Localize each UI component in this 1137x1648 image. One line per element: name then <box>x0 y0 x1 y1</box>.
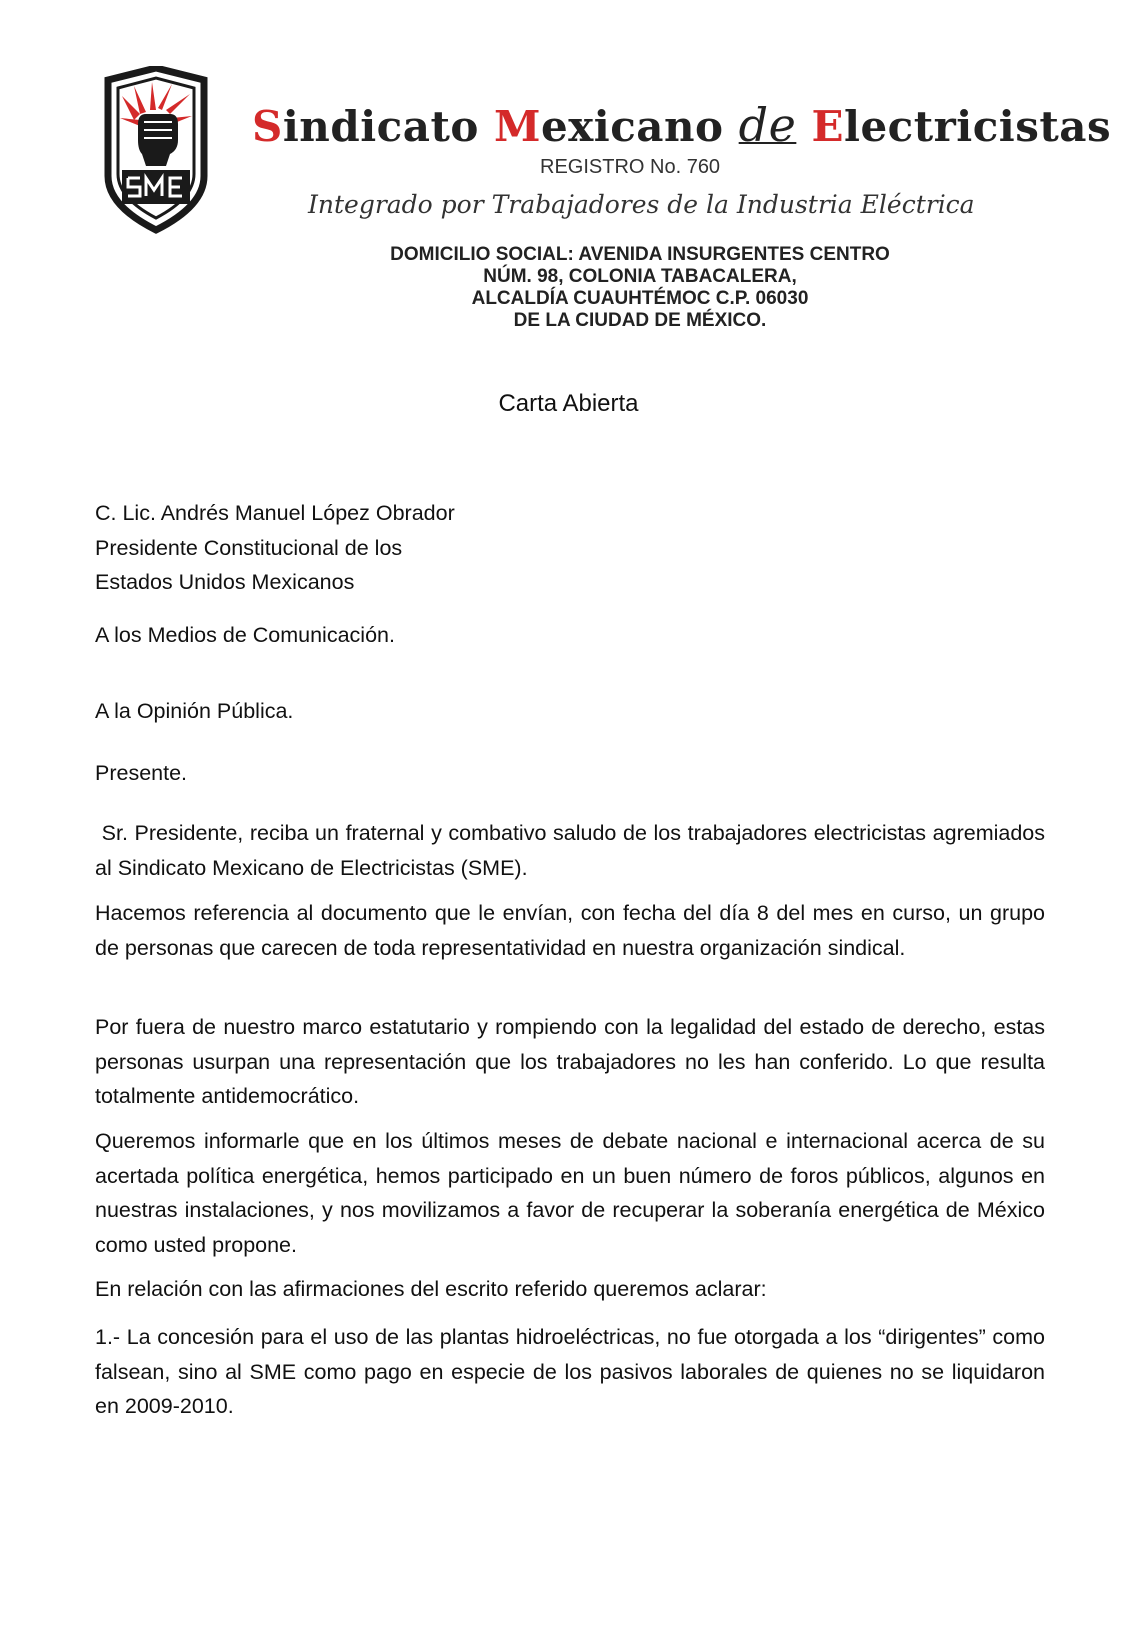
tagline: Integrado por Trabajadores de la Industria Eléctrica <box>308 190 975 219</box>
paragraph-reference: Hacemos referencia al documento que le envían, con fecha del día 8 del mes en curso, un grupo de personas que carecen de toda representatividad en nuestra organización sindical. <box>95 901 1045 960</box>
letter-title: Carta Abierta <box>498 390 639 417</box>
address-line: ALCALDÍA CUAUHTÉMOC C.P. 06030 <box>471 288 809 309</box>
addressee-line: Presidente Constitucional de los <box>95 535 403 560</box>
org-name-initial-m: M <box>493 102 541 151</box>
presente: Presente. <box>95 761 188 785</box>
address-line: DE LA CIUDAD DE MÉXICO. <box>513 310 767 331</box>
to-public: A la Opinión Pública. <box>95 699 294 723</box>
paragraph-energy-policy: Queremos informarle que en los últimos meses de debate nacional e internacional acerca de su acertada política energética, hemos participado en un buen número de foros públicos, algunos en nuestras instalaciones, y nos movilizamos a favor de recuperar la soberanía energética de México como usted propone. <box>95 1129 1045 1257</box>
organization-name <box>252 98 1112 152</box>
org-name-word-3: lectricistas <box>843 102 1112 151</box>
sme-logo-icon <box>100 66 212 234</box>
org-name-word-2: exicano <box>540 102 739 151</box>
org-name-space <box>796 102 811 151</box>
org-name-initial-s: S <box>252 102 283 151</box>
org-name-de: de <box>738 98 797 152</box>
registration-number: REGISTRO No. 760 <box>540 156 721 178</box>
addressee-line: C. Lic. Andrés Manuel López Obrador <box>95 501 455 525</box>
address-line: NÚM. 98, COLONIA TABACALERA, <box>483 266 797 287</box>
paragraph-clarify-intro: En relación con las afirmaciones del escrito referido queremos aclarar: <box>95 1277 767 1301</box>
paragraph-greeting: Sr. Presidente, reciba un fraternal y combativo saludo de los trabajadores electricistas agremiados al Sindicato Mexicano de Electricistas (SME). <box>95 821 1051 880</box>
to-media: A los Medios de Comunicación. <box>95 623 395 647</box>
org-name-word-1: indicato <box>282 102 494 151</box>
addressee-line: Estados Unidos Mexicanos <box>95 570 355 594</box>
paragraph-point-1: 1.- La concesión para el uso de las plantas hidroeléctricas, no fue otorgada a los “dirigentes” como falsean, sino al SME como pago en especie de los pasivos laborales de quienes no se liquidaron en 2009-2010. <box>95 1325 1045 1418</box>
paragraph-illegitimacy: Por fuera de nuestro marco estatutario y rompiendo con la legalidad del estado de derecho, estas personas usurpan una representación que los trabajadores no les han conferido. Lo que resulta totalmente antidemocrático. <box>95 1015 1045 1108</box>
address-line: DOMICILIO SOCIAL: AVENIDA INSURGENTES CENTRO <box>390 244 890 265</box>
org-name-initial-e: E <box>811 102 844 151</box>
addressee-block <box>95 496 1045 600</box>
registered-address <box>340 244 940 332</box>
